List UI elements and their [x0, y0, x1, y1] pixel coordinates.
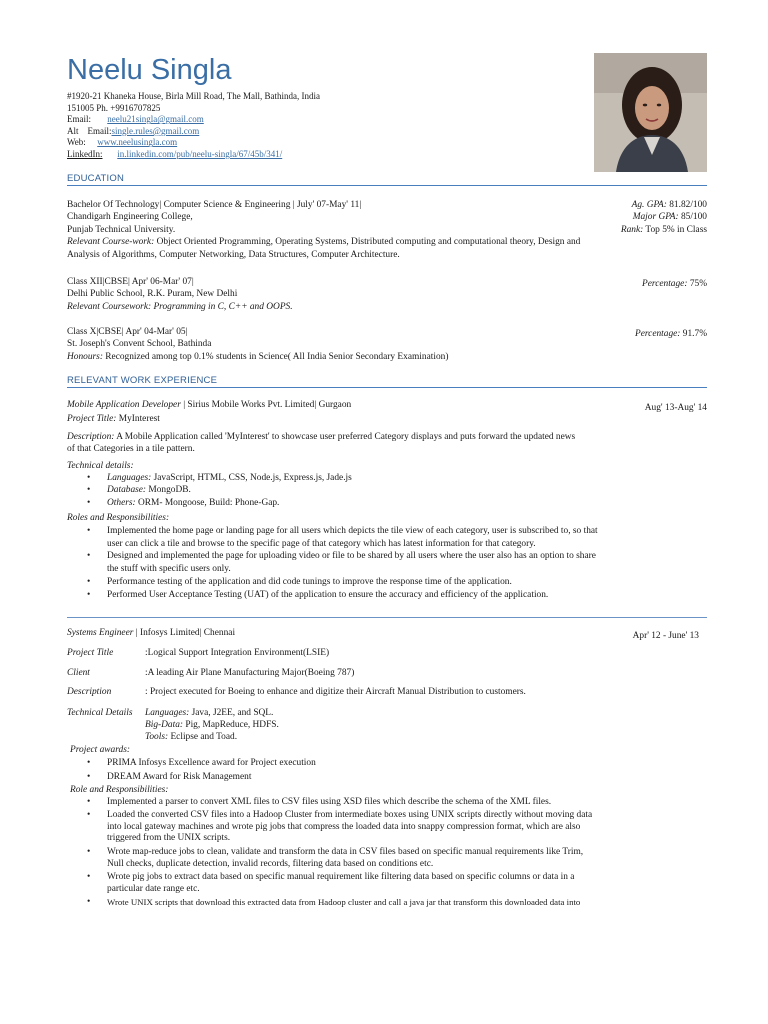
x-honours: Honours: Recognized among top 0.1% students in Science( All India Senior Secondary Examination) [67, 351, 449, 362]
job1-description: Description: A Mobile Application called 'MyInterest' to showcase user preferred Category displays and puts forward the updated news [67, 431, 576, 442]
job1-project: Project Title: MyInterest [67, 414, 160, 425]
job2-title: Systems Engineer | Infosys Limited| Chennai Apr' 12 - June' 13 [67, 628, 699, 641]
alt-email-row [67, 126, 320, 138]
address-phone-line: 151005 Ph. +9916707825 [67, 102, 161, 113]
linkedin-label: LinkedIn: [67, 148, 103, 159]
education-btech [67, 199, 707, 261]
job2-roles-label: Role and Responsibilities: [70, 785, 169, 796]
job2-project: Project Title :Logical Support Integration Environment(LSIE) [67, 648, 330, 659]
job1-roles-list [67, 525, 707, 602]
job2-roles-list [67, 797, 707, 910]
x-percentage: Percentage: 91.7% [634, 329, 707, 339]
list-item: • PRIMA Infosys Excellence award for Project execution [67, 756, 707, 770]
x-class: Class X|CBSE| Apr' 04-Mar' 05| Percentage: 91.7% [67, 327, 707, 339]
list-item: • Wrote pig jobs to extract data based on specific manual requirement like filtering data based on specific columns or data in a particular date range etc. [67, 872, 707, 895]
job1-dates: Aug' 13-Aug' 14 [644, 403, 707, 413]
list-item: • Implemented a parser to convert XML files to CSV files using XSD files which describe the schema of the XML files. [67, 797, 707, 809]
job2-awards-label: Project awards: [70, 744, 130, 755]
job1-tech-label: Technical details: [67, 460, 134, 471]
job2-tech: Technical Details Languages: Java, J2EE, and SQL. [67, 707, 274, 718]
list-item: • Wrote map-reduce jobs to clean, validate and transform the data in CSV files based on specific manual requirements like Trim, Null checks, duplicate detection, invalid records, filtering data based on conditions etc. [67, 847, 707, 870]
linkedin-link[interactable]: in.linkedin.com/pub/neelu-singla/67/45b/341/ [117, 148, 283, 159]
profile-photo [594, 53, 707, 172]
candidate-name: Neelu Singla [67, 54, 232, 86]
profile-photo-image [594, 53, 707, 172]
education-heading: EDUCATION [67, 173, 125, 184]
list-item: • Languages: JavaScript, HTML, CSS, Node.js, Express.js, Jade.js [67, 472, 707, 484]
job2-description: Description : Project executed for Boeing to enhance and digitize their Aircraft Manual Distribution to customers. [67, 687, 526, 698]
xii-class: Class XII|CBSE| Apr' 06-Mar' 07| Percentage: 75% [67, 277, 707, 289]
alt-email-label: Alt Email: [67, 125, 112, 136]
btech-gpa: Ag. GPA: 81.82/100 [631, 200, 707, 210]
education-xii [67, 276, 707, 313]
web-link[interactable]: www.neelusingla.com [97, 137, 178, 148]
list-item: • DREAM Award for Risk Management [67, 770, 707, 784]
btech-degree: Bachelor Of Technology| Computer Science & Engineering | July' 07-May' 11| Ag. GPA: 81.82/100 [67, 200, 707, 210]
email-row [67, 114, 320, 126]
btech-college: Chandigarh Engineering College, Major GPA: 85/100 [67, 212, 707, 223]
job-systems-engineer [67, 627, 707, 910]
job1-roles-label: Roles and Responsibilities: [67, 513, 170, 524]
list-item: • Wrote UNIX scripts that download this extracted data from Hadoop cluster and call a java jar that transform this downloaded data into [67, 897, 707, 910]
email-label: Email: [67, 114, 91, 125]
list-item: • Loaded the converted CSV files into a Hadoop Cluster from intermediate boxes using UNIX scripts directly without moving data into local gateway machines and wrote pig jobs that compress the loaded data into snappy compression format, which are also triggered from the UNIX scripts. [67, 810, 707, 845]
contact-info [67, 91, 320, 161]
list-item: • Database: MongoDB. [67, 484, 707, 496]
linkedin-row [67, 149, 320, 161]
list-item: • Implemented the home page or landing page for all users which depicts the tile view of each category, user is subscribed to, so that user can click a tile and browse to the specific page of that category which has latest information for that category. [67, 525, 707, 551]
job2-dates: Apr' 12 - June' 13 [632, 631, 699, 641]
job2-tech-bigdata: Big-Data: Pig, MapReduce, HDFS. [145, 720, 279, 731]
btech-coursework-cont: Analysis of Algorithms, Computer Networking, Data Structures, Computer Architecture. [67, 249, 400, 260]
x-school: St. Joseph's Convent School, Bathinda [67, 339, 212, 350]
work-heading: RELEVANT WORK EXPERIENCE [67, 375, 218, 386]
web-label: Web: [67, 137, 86, 148]
job2-tech-tools: Tools: Eclipse and Toad. [145, 732, 238, 743]
job2-client: Client :A leading Air Plane Manufacturing Major(Boeing 787) [67, 667, 355, 678]
alt-email-link[interactable]: single.rules@gmail.com [111, 125, 200, 136]
xii-school: Delhi Public School, R.K. Puram, New Delhi [67, 289, 238, 300]
job1-tech-list [67, 472, 707, 509]
list-item: • Designed and implemented the page for uploading video or file to be shared by all users where the user also has an option to share the stuff with specific users only. [67, 550, 707, 576]
btech-coursework: Relevant Course-work: Object Oriented Programming, Operating Systems, Distributed computing and computational theory, Design and [67, 237, 581, 248]
job-mobile-developer [67, 399, 707, 602]
job1-title: Mobile Application Developer | Sirius Mobile Works Pvt. Limited| Gurgaon Aug' 13-Aug' 14 [67, 400, 707, 413]
btech-university: Punjab Technical University. Rank: Top 5% in Class [67, 224, 707, 235]
xii-percentage: Percentage: 75% [642, 279, 707, 289]
education-divider [67, 185, 707, 186]
education-x [67, 326, 707, 363]
btech-rank: Rank: Top 5% in Class [620, 224, 707, 235]
job-divider [67, 617, 707, 618]
email-link[interactable]: neelu21singla@gmail.com [107, 114, 204, 125]
list-item: • Others: ORM- Mongoose, Build: Phone-Gap. [67, 497, 707, 509]
job2-awards-list [67, 756, 707, 784]
list-item: • Performance testing of the application and did code tunings to improve the response time of the application. [67, 576, 707, 589]
work-divider [67, 387, 707, 388]
job1-description-cont: of that Categories in a tile pattern. [67, 444, 195, 455]
address-line: #1920-21 Khaneka House, Birla Mill Road, The Mall, Bathinda, India [67, 91, 321, 101]
xii-coursework: Relevant Coursework: Programming in C, C++ and OOPS. [67, 301, 293, 312]
list-item: • Performed User Acceptance Testing (UAT) of the application to ensure the accuracy and efficiency of the application. [67, 589, 707, 602]
web-row [67, 137, 320, 149]
btech-major-gpa: Major GPA: 85/100 [632, 212, 707, 223]
